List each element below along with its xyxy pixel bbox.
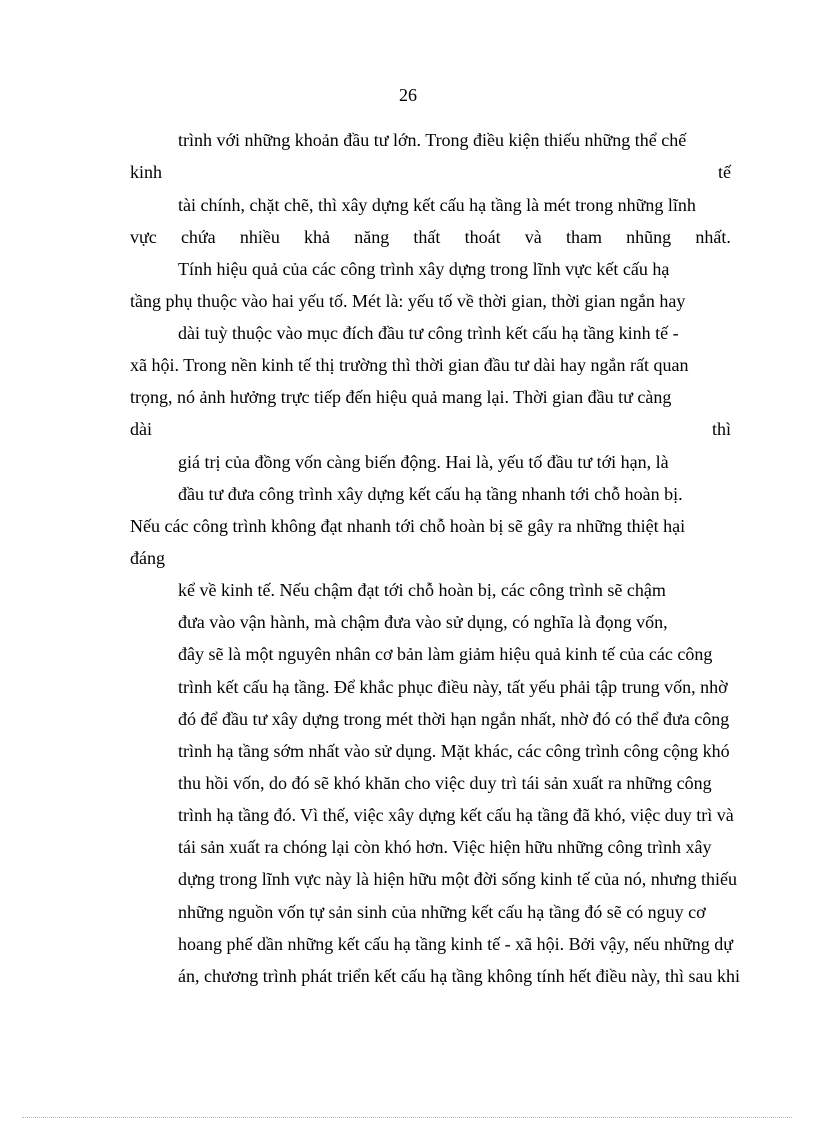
word: thoát	[464, 227, 501, 247]
word: khả	[304, 227, 331, 247]
text-line: xã hội. Trong nền kinh tế thị trường thì thời gian đầu tư dài hay ngắn rất quan	[130, 355, 689, 375]
text-line: đầu tư đưa công trình xây dựng kết cấu hạ tầng nhanh tới chỗ hoàn bị.	[178, 484, 683, 504]
word: nhũng	[626, 227, 672, 247]
text-line: dài tuỳ thuộc vào mục đích đầu tư công trình kết cấu hạ tầng kinh tế -	[178, 323, 679, 343]
page-number: 26	[399, 85, 417, 105]
text-line: trọng, nó ảnh hưởng trực tiếp đến hiệu quả mang lại. Thời gian đầu tư càng	[130, 387, 672, 407]
text-line: thu hồi vốn, do đó sẽ khó khăn cho việc duy trì tái sản xuất ra những công	[178, 773, 712, 793]
text-line: Nếu các công trình không đạt nhanh tới chỗ hoàn bị sẽ gây ra những thiệt hại	[130, 516, 686, 536]
text-line	[130, 161, 731, 183]
text-line: tái sản xuất ra chóng lại còn khó hơn. Việc hiện hữu những công trình xây	[178, 837, 712, 857]
text-line: đáng	[130, 548, 165, 568]
word: tế	[718, 162, 731, 182]
footer-dotted-rule	[22, 1117, 792, 1118]
word: tham	[565, 227, 602, 247]
text-line: hoang phế dần những kết cấu hạ tầng kinh tế - xã hội. Bởi vậy, nếu những dự	[178, 934, 733, 954]
text-line: trình với những khoản đầu tư lớn. Trong điều kiện thiếu những thể chế	[178, 130, 687, 150]
text-line: dựng trong lĩnh vực này là hiện hữu một đời sống kinh tế của nó, nhưng thiếu	[178, 869, 737, 889]
text-line: án, chương trình phát triển kết cấu hạ tầng không tính hết điều này, thì sau khi	[178, 966, 740, 986]
word: vực	[130, 227, 157, 247]
text-line: những nguồn vốn tự sản sinh của những kết cấu hạ tầng đó sẽ có nguy cơ	[178, 902, 706, 922]
word: nhất.	[695, 227, 731, 247]
word: kinh	[130, 162, 163, 182]
text-line: trình kết cấu hạ tầng. Để khắc phục điều này, tất yếu phải tập trung vốn, nhờ	[178, 677, 728, 697]
word: dài	[130, 419, 152, 439]
text-line: đây sẽ là một nguyên nhân cơ bản làm giảm hiệu quả kinh tế của các công	[178, 644, 713, 664]
word: và	[524, 227, 542, 247]
text-line: Tính hiệu quả của các công trình xây dựng trong lĩnh vực kết cấu hạ	[178, 259, 670, 279]
text-line: đó để đầu tư xây dựng trong mét thời hạn ngắn nhất, nhờ đó có thể đưa công	[178, 709, 730, 729]
word: nhiều	[239, 227, 280, 247]
text-line: tầng phụ thuộc vào hai yếu tố. Mét là: yếu tố về thời gian, thời gian ngắn hay	[130, 291, 686, 311]
word: năng	[354, 227, 390, 247]
word: thất	[413, 227, 441, 247]
text-line	[130, 418, 731, 440]
text-line: tài chính, chặt chẽ, thì xây dựng kết cấu hạ tầng là mét trong những lĩnh	[178, 195, 696, 215]
word: chứa	[180, 227, 216, 247]
text-line: giá trị của đồng vốn càng biến động. Hai là, yếu tố đầu tư tới hạn, là	[178, 452, 669, 472]
text-line: trình hạ tầng sớm nhất vào sử dụng. Mặt khác, các công trình công cộng khó	[178, 741, 730, 761]
word: thì	[711, 419, 731, 439]
text-line	[130, 226, 731, 248]
text-line: kể về kinh tế. Nếu chậm đạt tới chỗ hoàn bị, các công trình sẽ chậm	[178, 580, 666, 600]
text-line: đưa vào vận hành, mà chậm đưa vào sử dụng, có nghĩa là đọng vốn,	[178, 612, 668, 632]
text-line: trình hạ tầng đó. Vì thế, việc xây dựng kết cấu hạ tầng đã khó, việc duy trì và	[178, 805, 734, 825]
